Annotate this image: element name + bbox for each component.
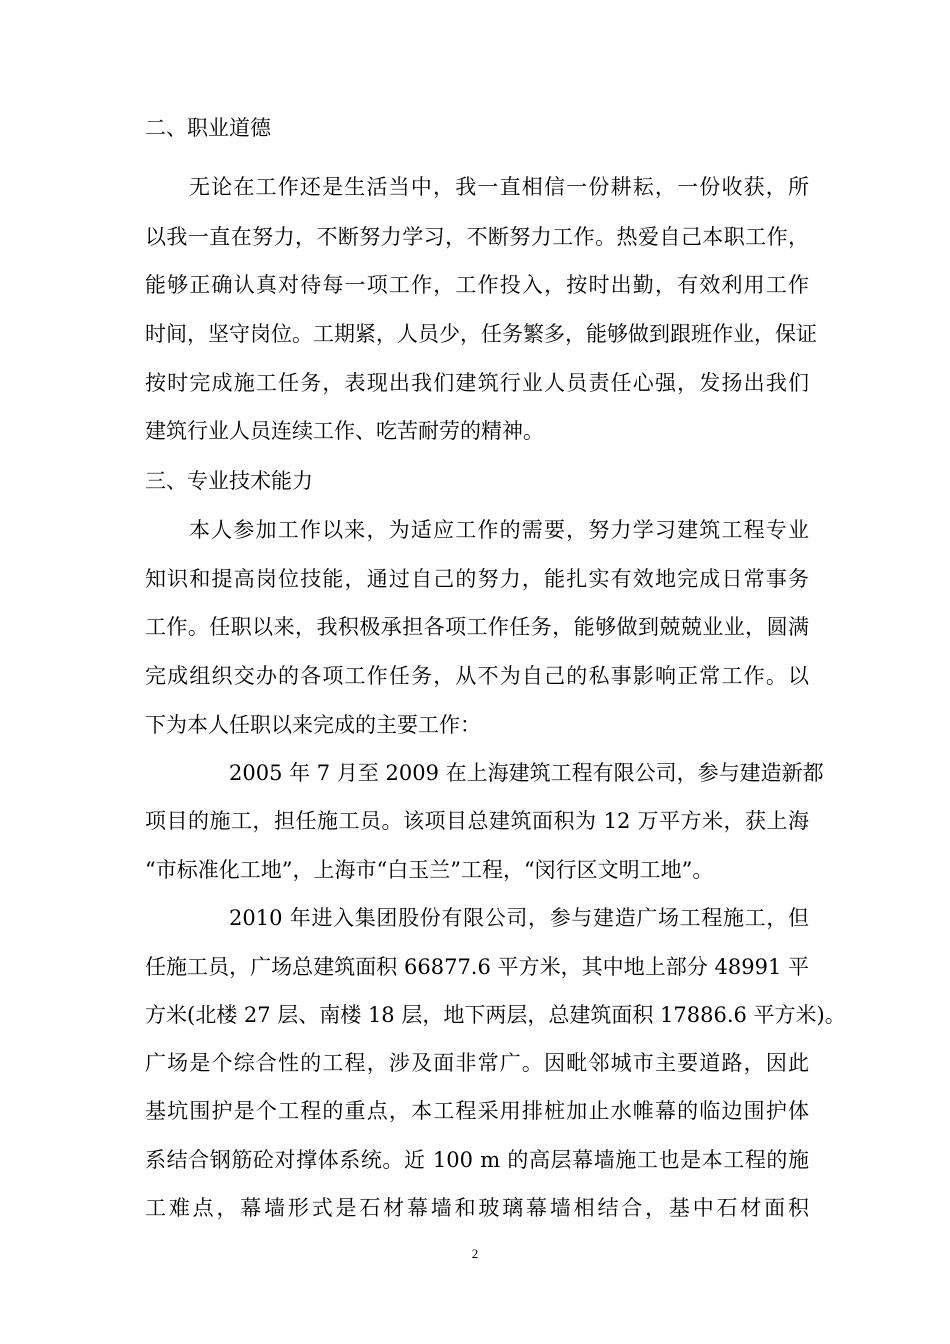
paragraph-line: 时间，坚守岗位。工期紧，人员少，任务繁多，能够做到跟班作业，保证 (145, 322, 817, 346)
paragraph-line: 基坑围护是个工程的重点，本工程采用排桩加止水帷幕的临边围护体 (145, 1099, 809, 1123)
paragraph-line: 无论在工作还是生活当中，我一直相信一份耕耘，一份收获，所 (189, 175, 809, 199)
paragraph-line: 本人参加工作以来，为适应工作的需要，努力学习建筑工程专业 (189, 518, 809, 542)
paragraph-line: 知识和提高岗位技能，通过自己的努力，能扎实有效地完成日常事务 (145, 567, 809, 591)
paragraph-line: 完成组织交办的各项工作任务，从不为自己的私事影响正常工作。以 (145, 664, 809, 688)
paragraph-line: 下为本人任职以来完成的主要工作： (145, 713, 481, 737)
paragraph-line: 以我一直在努力，不断努力学习，不断努力工作。热爱自己本职工作， (145, 225, 809, 249)
paragraph-line: 按时完成施工任务，表现出我们建筑行业人员责任心强，发扬出我们 (145, 371, 809, 395)
paragraph-line: 2010 年进入集团股份有限公司，参与建造广场工程施工，但 (229, 906, 809, 930)
paragraph-line: 工作。任职以来，我积极承担各项工作任务，能够做到兢兢业业，圆满 (145, 615, 809, 639)
paragraph-line: 任施工员，广场总建筑面积 66877.6 平方米，其中地上部分 48991 平 (145, 955, 809, 979)
paragraph-line: 能够正确认真对待每一项工作，工作投入，按时出勤，有效利用工作 (145, 273, 809, 297)
paragraph-line: “市标准化工地”，上海市“白玉兰”工程，“闵行区文明工地”。 (145, 858, 714, 882)
page-number: 2 (471, 1246, 479, 1261)
section-heading: 二、职业道德 (145, 116, 271, 140)
paragraph-line: 系结合钢筋砼对撑体系统。近 100 m 的高层幕墙施工也是本工程的施 (145, 1148, 809, 1172)
paragraph-line: 方米(北楼 27 层、南楼 18 层，地下两层，总建筑面积 17886.6 平方米)。 (145, 1003, 846, 1027)
section-heading: 三、专业技术能力 (145, 469, 313, 493)
paragraph-line: 广场是个综合性的工程，涉及面非常广。因毗邻城市主要道路，因此 (145, 1051, 809, 1075)
paragraph-line: 建筑行业人员连续工作、吃苦耐劳的精神。 (145, 419, 544, 443)
paragraph-line: 工难点，幕墙形式是石材幕墙和玻璃幕墙相结合，基中石材面积 (145, 1196, 809, 1220)
paragraph-line: 项目的施工，担任施工员。该项目总建筑面积为 12 万平方米，获上海 (145, 809, 809, 833)
paragraph-line: 2005 年 7 月至 2009 在上海建筑工程有限公司，参与建造新都 (229, 761, 824, 785)
